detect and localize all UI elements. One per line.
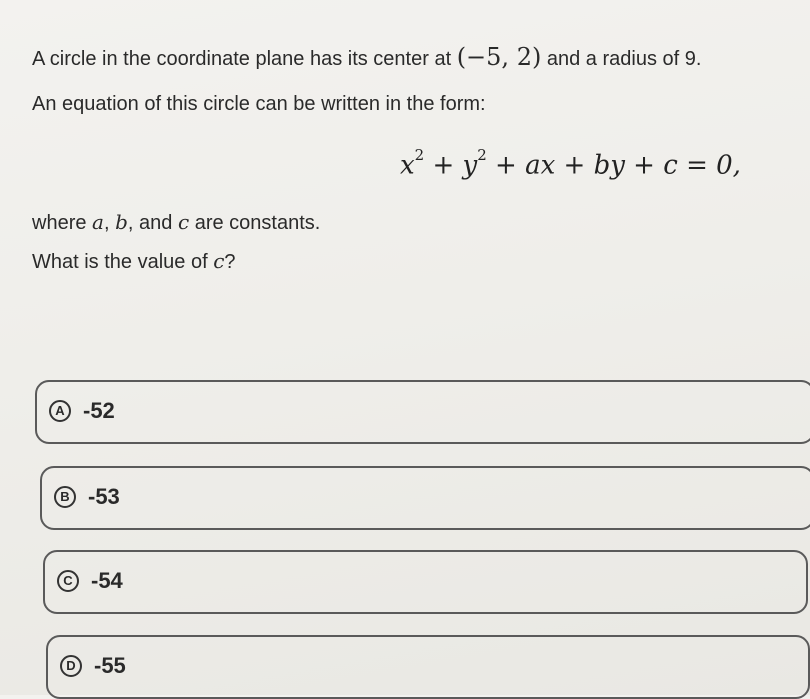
answer-choice-c[interactable] (43, 550, 808, 614)
question-line-3 (32, 209, 320, 236)
choice-value-b: -53 (88, 484, 120, 509)
answer-choice-b[interactable] (40, 466, 810, 530)
circle-equation (400, 142, 741, 183)
question-text: ? (224, 251, 236, 273)
center-point: (−5, 2) (456, 43, 542, 71)
eq-y-exponent: 2 (477, 146, 487, 164)
question-text: and a radius of 9. (541, 48, 702, 70)
eq-plus: + (424, 150, 463, 181)
choice-letter-c: C (57, 570, 79, 592)
choice-value-d: -55 (94, 653, 126, 678)
question-text: where (32, 212, 93, 234)
choice-value-a: -52 (83, 398, 115, 423)
question-text: , and (127, 212, 178, 234)
question-prompt (32, 248, 236, 275)
answer-choice-a[interactable] (35, 380, 810, 444)
variable-a: a (92, 210, 104, 234)
choice-value-c: -54 (91, 568, 123, 593)
question-text: What is the value of (32, 251, 214, 273)
choice-letter-a: A (49, 400, 71, 422)
question-text: are constants. (189, 212, 321, 234)
choice-letter-b: B (54, 486, 76, 508)
question-text: A circle in the coordinate plane has its center at (32, 48, 457, 70)
variable-b: b (115, 210, 128, 234)
question-line-2 (32, 91, 486, 117)
variable-c: c (177, 210, 190, 234)
variable-c: c (213, 249, 225, 273)
answer-choice-d[interactable] (46, 635, 810, 699)
choice-letter-d: D (60, 655, 82, 677)
eq-rest: + ax + by + c = 0, (486, 150, 741, 181)
question-text: , (103, 212, 116, 234)
question-text: An equation of this circle can be written in the form: (32, 93, 486, 115)
eq-x-exponent: 2 (414, 146, 425, 164)
question-line-1 (32, 44, 701, 72)
eq-y: y (462, 150, 478, 181)
eq-x: x (400, 150, 415, 181)
